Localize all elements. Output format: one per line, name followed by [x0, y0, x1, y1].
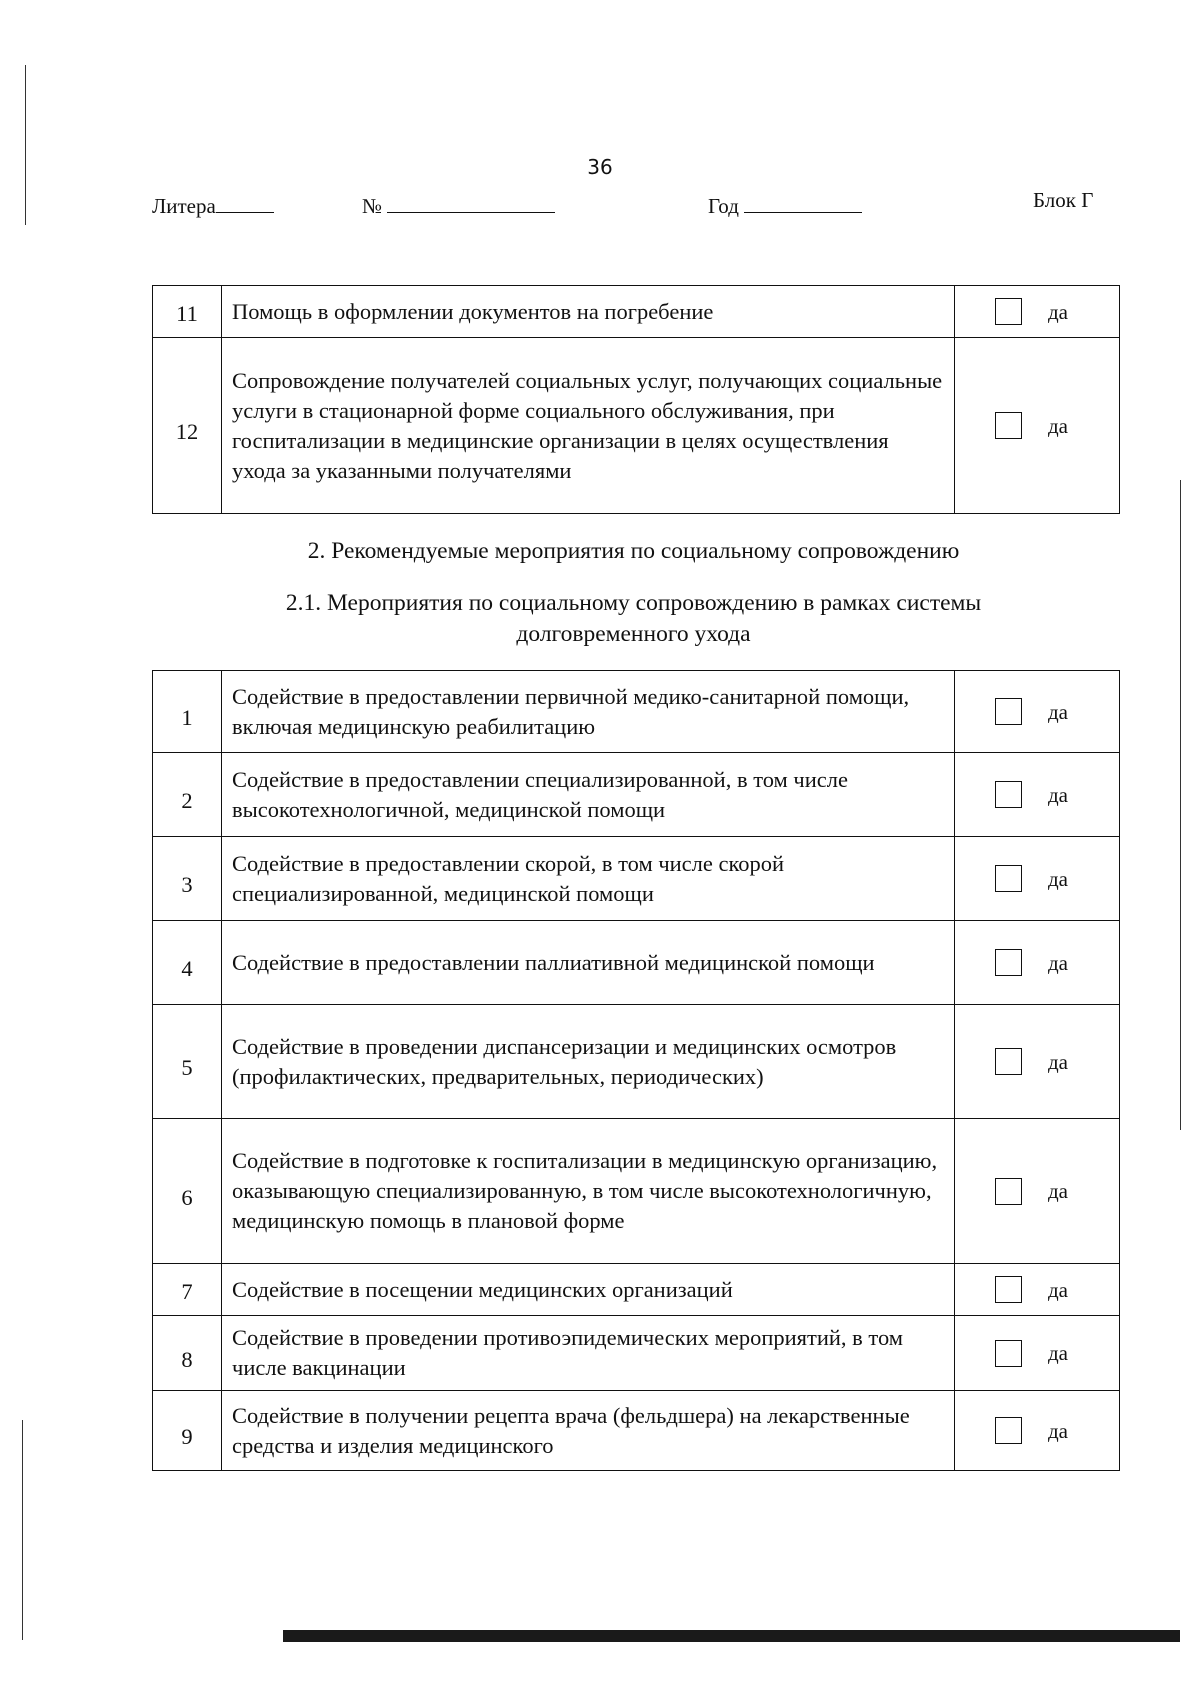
row-check-cell — [955, 338, 1120, 514]
checkbox-label: да — [1048, 1341, 1069, 1365]
number-blank[interactable] — [387, 194, 555, 213]
row-check-cell — [955, 1264, 1120, 1316]
section-2-title: 2. Рекомендуемые мероприятия по социальному сопровождению — [307, 538, 960, 564]
row-check-cell — [955, 1391, 1120, 1471]
section-2-1-title-line-2: долговременного ухода — [516, 621, 751, 647]
row-number: 9 — [153, 1391, 222, 1471]
year-label: Год — [708, 194, 739, 218]
row-check-cell — [955, 753, 1120, 837]
table-row — [153, 1119, 1120, 1264]
table-row — [153, 1264, 1120, 1316]
row-check-cell — [955, 1316, 1120, 1391]
table-row — [153, 921, 1120, 1005]
row-text: Содействие в посещении медицинских организаций — [222, 1264, 955, 1316]
row-check-cell — [955, 286, 1120, 338]
checkbox-label: да — [1048, 782, 1069, 807]
scan-edge-line-right — [1180, 480, 1181, 1130]
number-field — [362, 194, 555, 219]
table-row — [153, 1316, 1120, 1391]
checkbox-label: да — [1048, 413, 1069, 438]
row-check-cell — [955, 921, 1120, 1005]
checkbox-label: да — [1048, 950, 1069, 975]
table-row — [153, 1391, 1120, 1471]
row-number: 12 — [153, 338, 222, 514]
page-number: 36 — [587, 155, 613, 179]
row-text: Содействие в проведении диспансеризации и медицинских осмотров (профилактических, предварительных, периодических) — [222, 1005, 955, 1119]
checkbox[interactable] — [995, 1048, 1022, 1075]
row-number: 4 — [153, 921, 222, 1005]
checkbox-label: да — [1048, 1049, 1069, 1074]
litera-field — [152, 194, 274, 219]
number-label: № — [362, 194, 383, 218]
scan-bottom-bar — [283, 1630, 1180, 1642]
checkbox-label: да — [1048, 1277, 1069, 1302]
checkbox[interactable] — [995, 698, 1022, 725]
checkbox-label: да — [1048, 1179, 1069, 1203]
row-number: 5 — [153, 1005, 222, 1119]
checkbox[interactable] — [995, 412, 1022, 439]
row-text: Содействие в предоставлении специализированной, в том числе высокотехнологичной, медицинской помощи — [222, 753, 955, 837]
scan-edge-line-left — [25, 65, 26, 225]
row-text: Содействие в предоставлении скорой, в том числе скорой специализированной, медицинской помощи — [222, 837, 955, 921]
checkbox-label: да — [1048, 1418, 1069, 1443]
checkbox[interactable] — [995, 949, 1022, 976]
checkbox[interactable] — [995, 1340, 1022, 1367]
row-number: 8 — [153, 1316, 222, 1391]
row-text: Содействие в получении рецепта врача (фельдшера) на лекарственные средства и изделия медицинского — [222, 1391, 955, 1471]
table-row — [153, 753, 1120, 837]
row-number: 1 — [153, 671, 222, 753]
checkbox[interactable] — [995, 1178, 1022, 1205]
row-number: 6 — [153, 1119, 222, 1264]
table-row — [153, 286, 1120, 338]
row-check-cell — [955, 1119, 1120, 1264]
table-row — [153, 1005, 1120, 1119]
litera-label: Литера — [152, 194, 216, 218]
litera-blank[interactable] — [216, 194, 274, 213]
checkbox[interactable] — [995, 865, 1022, 892]
row-check-cell — [955, 1005, 1120, 1119]
block-label: Блок Г — [1033, 188, 1094, 212]
checkbox-label: да — [1048, 866, 1069, 891]
table-row — [153, 837, 1120, 921]
row-text: Содействие в проведении противоэпидемических мероприятий, в том числе вакцинации — [222, 1316, 955, 1391]
row-text: Содействие в подготовке к госпитализации в медицинскую организацию, оказывающую специализированную, в том числе высокотехнологичную, медицинскую помощь в плановой форме — [222, 1119, 955, 1264]
checkbox[interactable] — [995, 1417, 1022, 1444]
table-row — [153, 338, 1120, 514]
row-number: 7 — [153, 1264, 222, 1316]
row-text: Содействие в предоставлении первичной медико-санитарной помощи, включая медицинскую реабилитацию — [222, 671, 955, 753]
checkbox-label: да — [1048, 299, 1069, 324]
year-field — [708, 194, 862, 219]
checkbox[interactable] — [995, 781, 1022, 808]
row-number: 11 — [153, 286, 222, 338]
services-table-top — [152, 285, 1120, 514]
checkbox-label: да — [1048, 699, 1069, 724]
row-number: 2 — [153, 753, 222, 837]
row-text: Помощь в оформлении документов на погребение — [222, 286, 955, 338]
row-text: Содействие в предоставлении паллиативной медицинской помощи — [222, 921, 955, 1005]
row-check-cell — [955, 837, 1120, 921]
services-table-ltc — [152, 670, 1120, 1471]
checkbox[interactable] — [995, 1276, 1022, 1303]
row-text: Сопровождение получателей социальных услуг, получающих социальные услуги в стационарной форме социального обслуживания, при госпитализации в медицинские организации в целях осуществления ухода за указанными получателями — [222, 338, 955, 514]
row-number: 3 — [153, 837, 222, 921]
scan-edge-line-left-bottom — [22, 1420, 23, 1640]
row-check-cell — [955, 671, 1120, 753]
table-row — [153, 671, 1120, 753]
checkbox[interactable] — [995, 298, 1022, 325]
section-2-1-title-line-1: 2.1. Мероприятия по социальному сопровождению в рамках системы — [285, 590, 982, 616]
year-blank[interactable] — [744, 194, 862, 213]
